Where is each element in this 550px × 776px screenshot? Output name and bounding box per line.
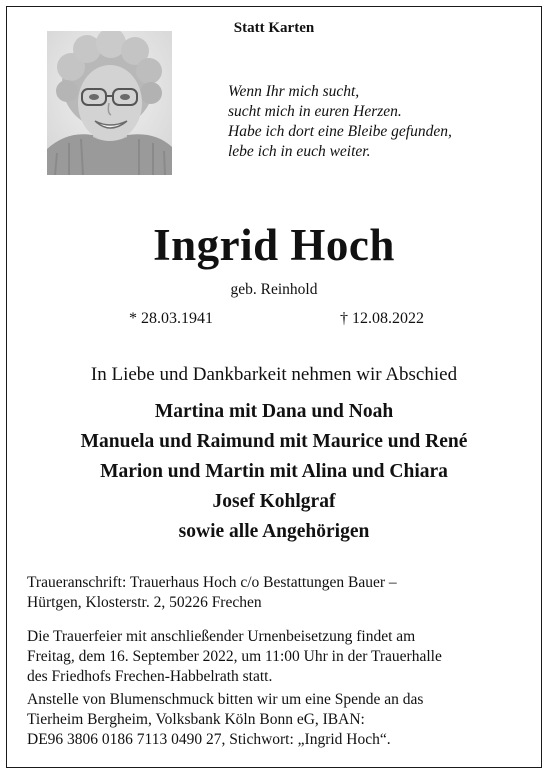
funeral-line: Freitag, dem 16. September 2022, um 11:00 Uhr in der Trauerhalle <box>27 648 442 665</box>
poem <box>228 82 452 162</box>
obituary-notice <box>6 6 542 768</box>
header-text: Statt Karten <box>233 20 315 36</box>
funeral-info <box>27 627 527 687</box>
poem-line: Wenn Ihr mich sucht, <box>228 83 360 100</box>
poem-line: sucht mich in euren Herzen. <box>228 103 402 120</box>
mourner-line: Martina mit Dana und Noah <box>154 401 394 422</box>
address-line: Hürtgen, Klosterstr. 2, 50226 Frechen <box>27 594 262 611</box>
mourner-line: Manuela und Raimund mit Maurice und René <box>80 431 468 452</box>
mourner-line: Marion und Martin mit Alina und Chiara <box>100 461 448 482</box>
death-date: † 12.08.2022 <box>340 310 424 327</box>
donation-info <box>27 690 527 750</box>
portrait-photo <box>47 31 172 175</box>
birth-date: * 28.03.1941 <box>129 310 213 327</box>
donation-line: DE96 3806 0186 7113 0490 27, Stichwort: „Ingrid Hoch“. <box>27 731 391 748</box>
maiden-name: geb. Reinhold <box>230 281 318 298</box>
deceased-name: Ingrid Hoch <box>153 220 395 270</box>
funeral-line: des Friedhofs Frechen-Habbelrath statt. <box>27 668 273 685</box>
poem-line: Habe ich dort eine Bleibe gefunden, <box>228 123 452 140</box>
mourner-line: Josef Kohlgraf <box>212 491 336 512</box>
farewell-line: In Liebe und Dankbarkeit nehmen wir Abschied <box>90 364 458 385</box>
mourners-list <box>7 397 541 547</box>
mourning-address <box>27 573 527 613</box>
poem-line: lebe ich in euch weiter. <box>228 143 371 160</box>
donation-line: Anstelle von Blumenschmuck bitten wir um eine Spende an das <box>27 691 424 708</box>
address-line: Traueranschrift: Trauerhaus Hoch c/o Bestattungen Bauer – <box>27 574 397 591</box>
funeral-line: Die Trauerfeier mit anschließender Urnenbeisetzung findet am <box>27 628 416 645</box>
donation-line: Tierheim Bergheim, Volksbank Köln Bonn eG, IBAN: <box>27 711 365 728</box>
mourner-line: sowie alle Angehörigen <box>178 521 370 542</box>
